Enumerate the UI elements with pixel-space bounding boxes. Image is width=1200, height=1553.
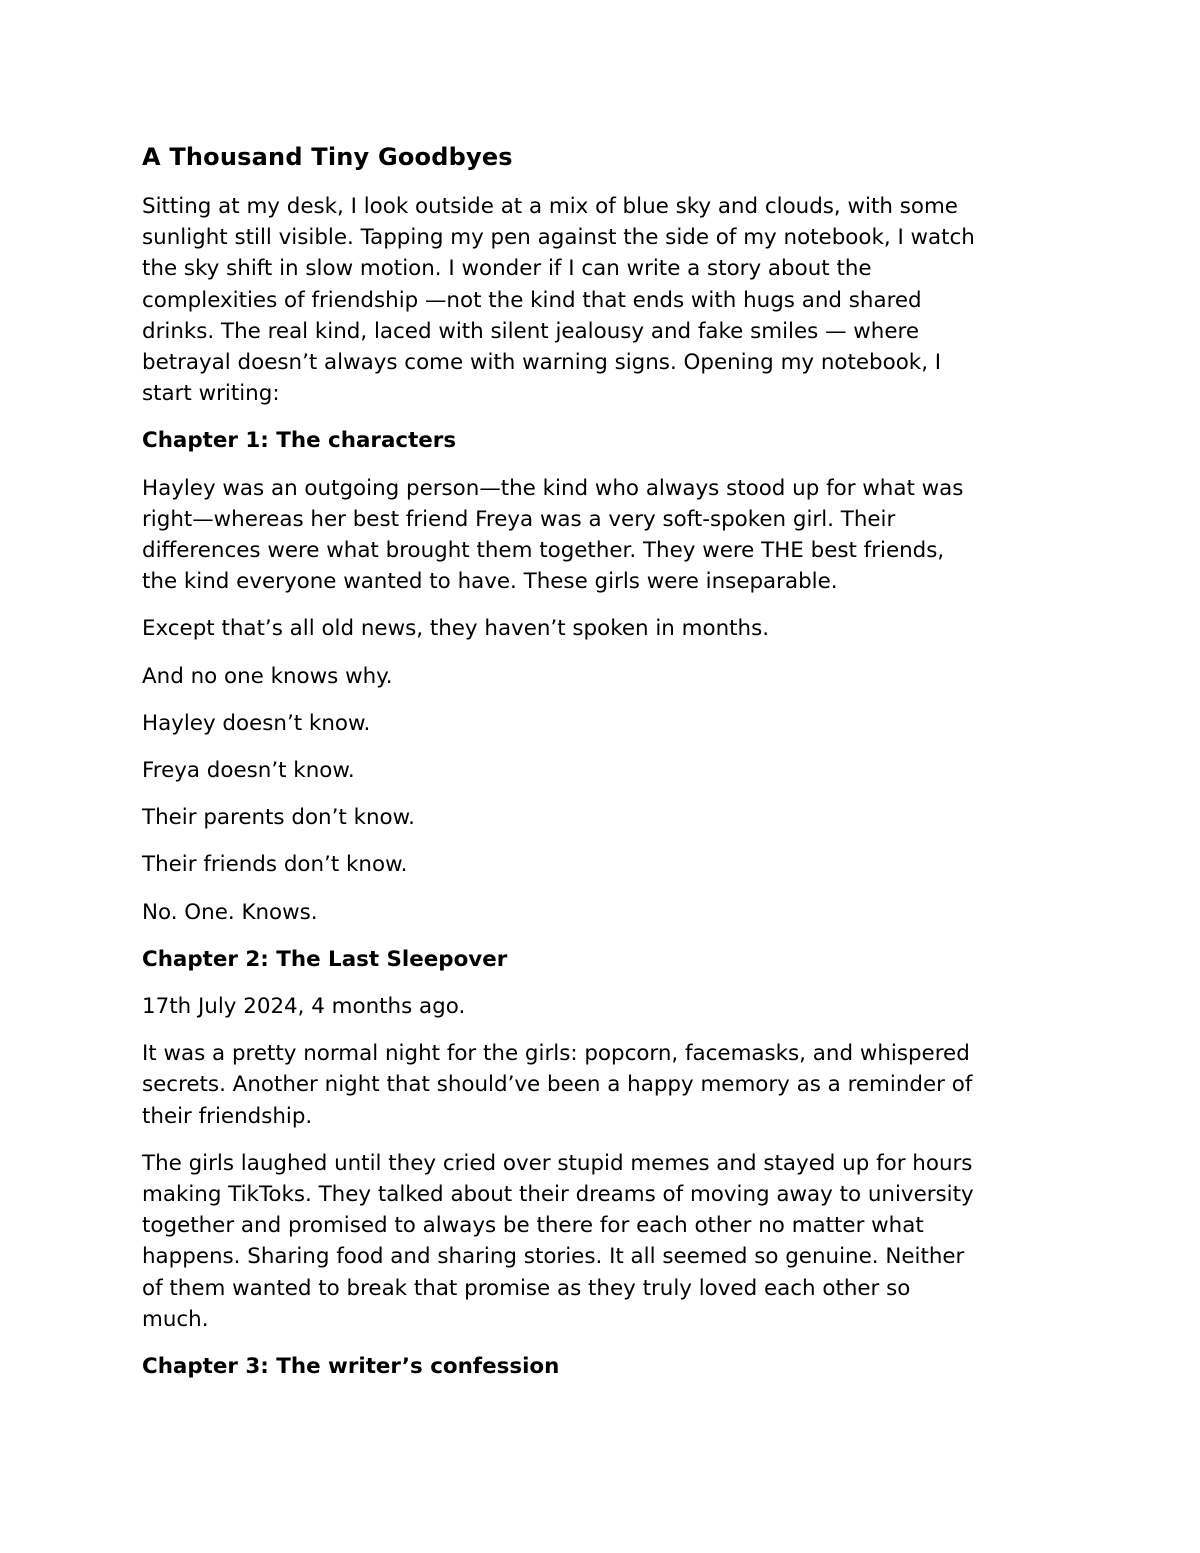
chapter-1-heading: Chapter 1: The characters <box>142 428 457 454</box>
chapter-2-heading: Chapter 2: The Last Sleepover <box>142 946 508 972</box>
document-title: A Thousand Tiny Goodbyes <box>142 143 513 171</box>
text-line: sunlight still visible. Tapping my pen against the side of my notebook, I watch <box>142 225 975 251</box>
chapter-2-paragraph-2 <box>142 1148 1072 1335</box>
text-line: of them wanted to break that promise as they truly loved each other so <box>142 1275 911 1301</box>
chapter-3-heading: Chapter 3: The writer’s confession <box>142 1354 560 1380</box>
text-line: It was a pretty normal night for the girls: popcorn, facemasks, and whispered <box>142 1041 970 1067</box>
text-line: their friendship. <box>142 1103 313 1129</box>
text-line: happens. Sharing food and sharing stories. It all seemed so genuine. Neither <box>142 1244 965 1270</box>
text-line: the kind everyone wanted to have. These girls were inseparable. <box>142 569 838 595</box>
paragraph-no-one-knows: No. One. Knows. <box>142 899 318 925</box>
text-line: betrayal doesn’t always come with warning signs. Opening my notebook, I <box>142 350 942 376</box>
chapter-2-paragraph-1 <box>142 1038 1072 1132</box>
text-line: Sitting at my desk, I look outside at a mix of blue sky and clouds, with some <box>142 194 958 219</box>
paragraph-hayley: Hayley doesn’t know. <box>142 710 371 736</box>
intro-paragraph <box>142 191 1072 409</box>
paragraph-old-news: Except that’s all old news, they haven’t spoken in months. <box>142 616 770 642</box>
paragraph-parents: Their parents don’t know. <box>142 805 415 831</box>
text-line: right—whereas her best friend Freya was a very soft-spoken girl. Their <box>142 506 896 532</box>
paragraph-friends: Their friends don’t know. <box>142 852 408 878</box>
paragraph-no-one-knows-why: And no one knows why. <box>142 663 393 689</box>
text-line: making TikToks. They talked about their dreams of moving away to university <box>142 1182 974 1208</box>
text-line: much. <box>142 1306 209 1332</box>
text-line: the sky shift in slow motion. I wonder if I can write a story about the <box>142 256 872 282</box>
text-line: start writing: <box>142 381 280 407</box>
paragraph-freya: Freya doesn’t know. <box>142 758 355 784</box>
text-line: complexities of friendship —not the kind that ends with hugs and shared <box>142 287 922 313</box>
text-line: Hayley was an outgoing person—the kind who always stood up for what was <box>142 475 964 501</box>
text-line: drinks. The real kind, laced with silent jealousy and fake smiles — where <box>142 318 919 344</box>
text-line: secrets. Another night that should’ve been a happy memory as a reminder of <box>142 1072 973 1098</box>
text-line: differences were what brought them together. They were THE best friends, <box>142 538 945 564</box>
text-line: together and promised to always be there for each other no matter what <box>142 1213 924 1239</box>
chapter-2-date: 17th July 2024, 4 months ago. <box>142 994 466 1020</box>
document-page <box>142 140 1072 1398</box>
text-line: The girls laughed until they cried over stupid memes and stayed up for hours <box>142 1150 973 1176</box>
chapter-1-paragraph <box>142 473 1072 598</box>
